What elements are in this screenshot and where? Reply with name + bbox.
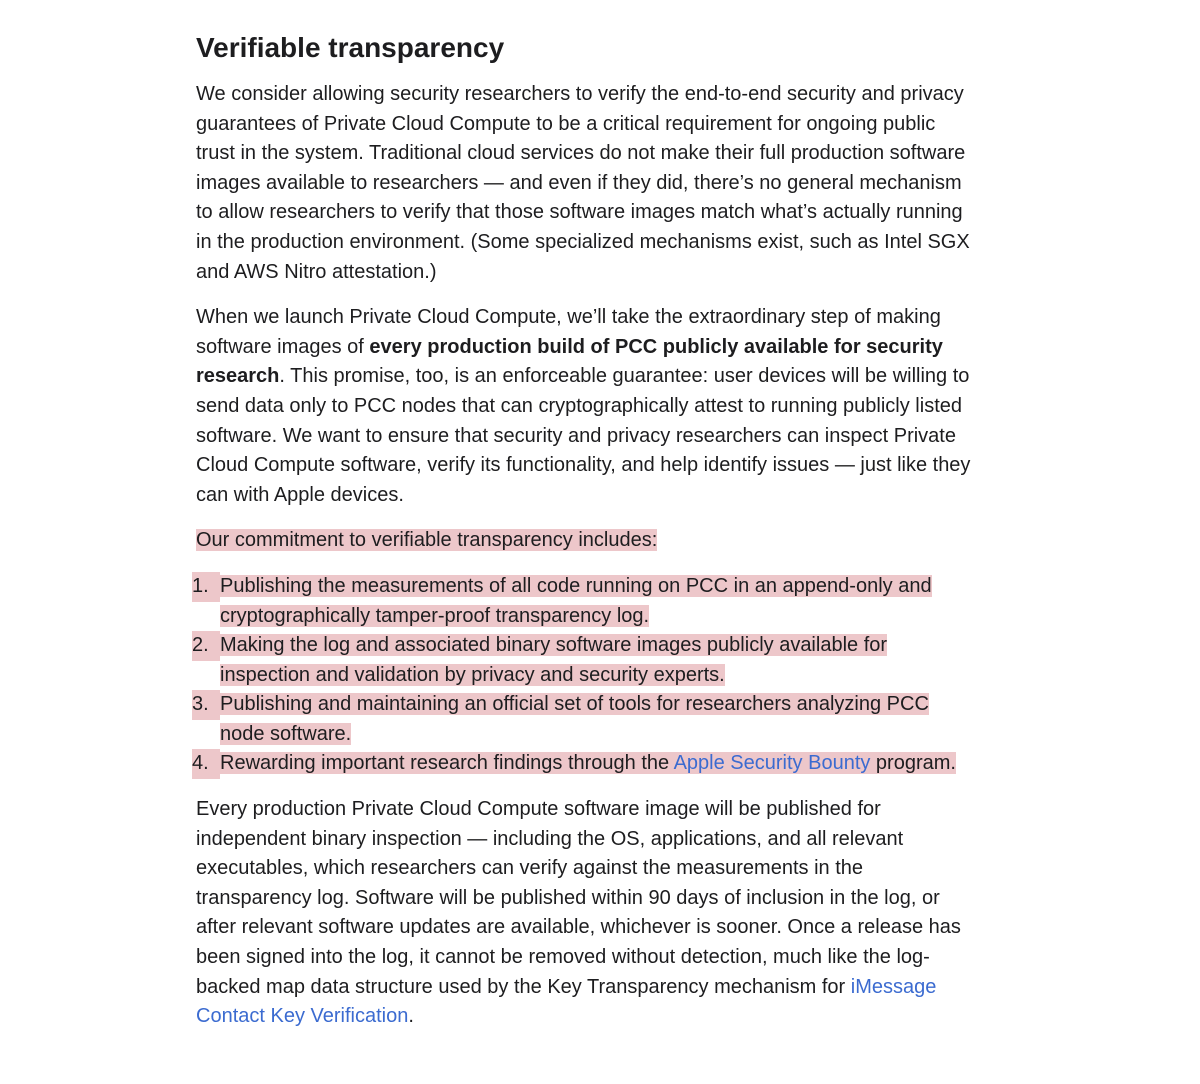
publishing-paragraph-end: . (408, 1005, 414, 1028)
intro-paragraph: We consider allowing security researchers to verify the end-to-end security and privacy guarantees of Private Cloud Compute to be a critical requirement for ongoing public trust in the system. Traditional cloud services do not make their full production software images available to researchers — and even if they did, there’s no general mechanism to allow researchers to verify that those software images match what’s actually running in the production environment. (Some specialized mechanisms exist, such as Intel SGX and AWS Nitro attestation.) (196, 83, 970, 283)
commitment-item (192, 690, 976, 749)
commitment-number: 3. (192, 690, 220, 720)
commitment-number: 1. (192, 572, 220, 602)
commitment-text: Making the log and associated binary software images publicly available for inspection and validation by privacy and security experts. (220, 634, 888, 686)
commitment-item (192, 631, 976, 690)
commitment-item (192, 749, 976, 779)
launch-paragraph (196, 303, 976, 510)
commitment-text-before: Rewarding important research findings through the (220, 752, 674, 775)
commitment-text: Publishing and maintaining an official set of tools for researchers analyzing PCC node software. (220, 693, 929, 745)
launch-paragraph-emphasis: every production build of PCC publicly available for security research (196, 335, 943, 388)
commitment-number: 2. (192, 631, 220, 661)
commitment-intro-highlight: Our commitment to verifiable transparency includes: (196, 529, 658, 552)
commitment-text: Publishing the measurements of all code running on PCC in an append-only and cryptographically tamper-proof transparency log. (220, 574, 932, 627)
launch-paragraph-text-after: . This promise, too, is an enforceable guarantee: user devices will be willing to send data only to PCC nodes that can cryptographically attest to running publicly listed software. We want to ensure that security and privacy researchers can inspect Private Cloud Compute software, verify its functionality, and help identify issues — just like they can with Apple devices. (196, 365, 971, 506)
commitment-number: 4. (192, 749, 220, 779)
publishing-paragraph-text: Every production Private Cloud Compute software image will be published for independent binary inspection — including the OS, applications, and all relevant executables, which researchers can verify against the measurements in the transparency log. Software will be published within 90 days of inclusion in the log, or after relevant software updates are available, whichever is sooner. Once a release has been signed into the log, it cannot be removed without detection, much like the log-backed map data structure used by the Key Transparency mechanism for (196, 798, 961, 998)
apple-security-bounty-link[interactable]: Apple Security Bounty (673, 752, 871, 775)
launch-paragraph-text-before: When we launch Private Cloud Compute, we’ll take the extraordinary step of making software images of (196, 306, 941, 358)
commitment-list (192, 572, 976, 779)
article (192, 28, 976, 1048)
publishing-paragraph (196, 795, 976, 1032)
imessage-contact-key-verification-link[interactable]: iMessage Contact Key Verification (196, 975, 937, 1028)
section-heading: Verifiable transparency (196, 32, 505, 63)
commitment-item (192, 572, 976, 631)
commitment-text-after: program. (870, 752, 956, 775)
commitment-text (220, 752, 956, 774)
commitment-intro (196, 526, 976, 556)
